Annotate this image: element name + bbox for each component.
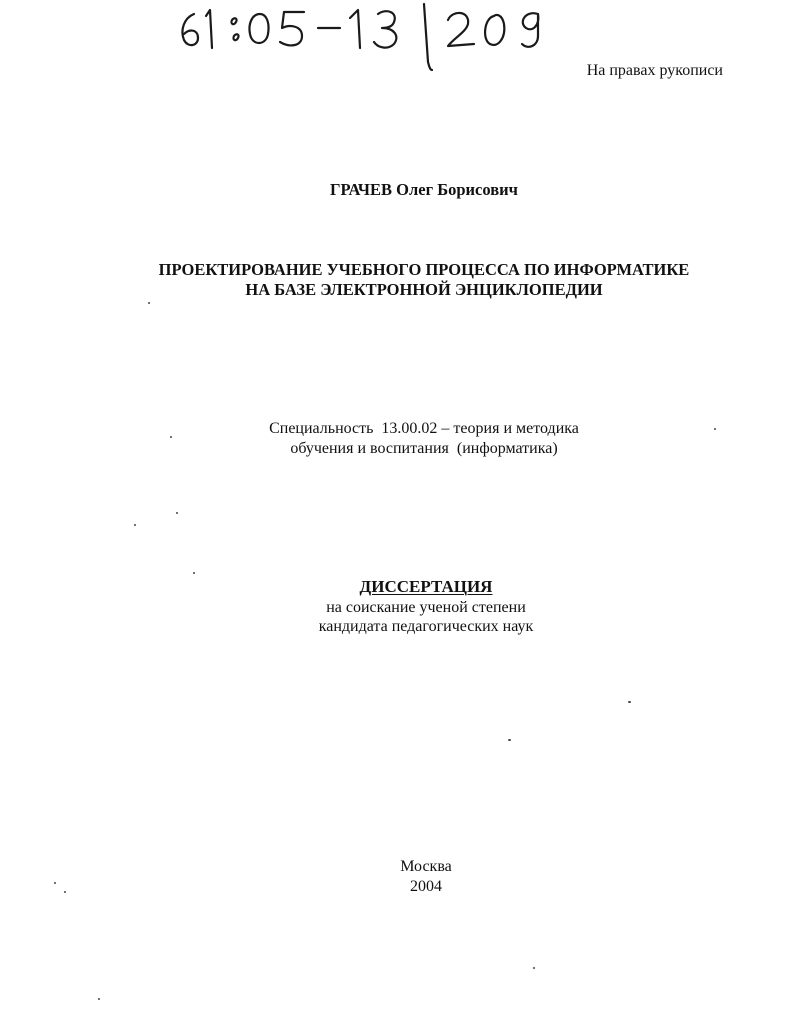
scan-speck — [628, 701, 631, 703]
degree-block — [0, 577, 791, 637]
place-and-year — [0, 857, 791, 897]
specialty-line-1: Специальность 13.00.02 – теория и методика — [269, 420, 579, 437]
year: 2004 — [410, 878, 442, 895]
scan-speck — [64, 891, 66, 893]
degree-line-1: на соискание ученой степени — [326, 598, 526, 616]
scan-speck — [176, 512, 178, 514]
scan-speck — [714, 428, 716, 430]
title-line-2: НА БАЗЕ ЭЛЕКТРОННОЙ ЭНЦИКЛОПЕДИИ — [245, 280, 603, 299]
handwritten-stamp-drawing — [172, 0, 562, 78]
author-name: ГРАЧЕВ Олег Борисович — [330, 180, 518, 199]
title-line-1: ПРОЕКТИРОВАНИЕ УЧЕБНОГО ПРОЦЕССА ПО ИНФОРМАТИКЕ — [158, 260, 690, 279]
specialty-line-2: обучения и воспитания (информатика) — [290, 439, 558, 457]
scan-speck — [508, 739, 511, 741]
work-type: ДИССЕРТАЦИЯ — [359, 577, 493, 596]
scan-speck — [170, 436, 172, 438]
scan-speck — [98, 998, 100, 1000]
scan-speck — [148, 302, 150, 304]
handwritten-catalog-number — [172, 0, 562, 78]
scan-speck — [193, 572, 195, 574]
dissertation-title — [0, 260, 791, 300]
degree-line-2: кандидата педагогических наук — [318, 618, 534, 635]
scan-speck — [54, 882, 56, 884]
scan-speck — [134, 524, 136, 526]
city: Москва — [400, 858, 452, 875]
rights-note: На правах рукописи — [586, 62, 723, 79]
scan-speck — [533, 967, 535, 969]
specialty-block — [0, 419, 791, 458]
